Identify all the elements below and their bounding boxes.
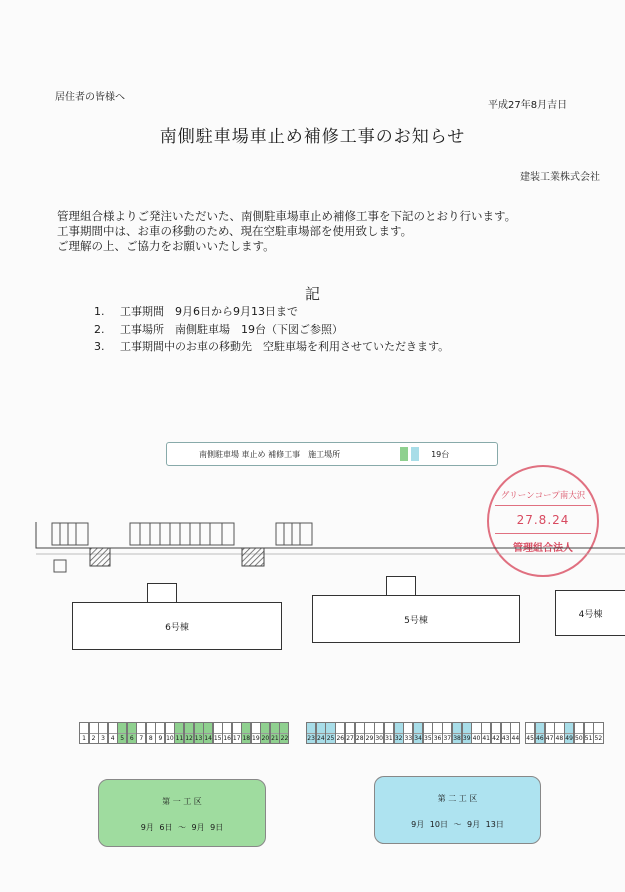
parking-slot-45 [525, 722, 535, 744]
slot-number: 40 [472, 735, 481, 742]
slot-number: 17 [232, 735, 241, 742]
slot-number: 35 [424, 735, 432, 742]
slot-number: 47 [545, 735, 554, 742]
slot-number: 14 [204, 735, 212, 742]
slot-number: 27 [346, 735, 354, 742]
parking-slot-30 [374, 722, 384, 744]
stamp-org: 管理組合法人 [513, 543, 573, 554]
slot-number: 25 [326, 735, 335, 742]
parking-slot-33 [403, 722, 413, 744]
parking-slot-32 [394, 722, 404, 744]
item-number: 2. [94, 323, 105, 336]
slot-number: 50 [575, 735, 583, 742]
body-line-3: ご理解の上、ご協力をお願いいたします。 [57, 239, 275, 253]
slot-number: 24 [317, 735, 325, 742]
building-4 [555, 590, 625, 636]
parking-slot-38 [452, 722, 462, 744]
page-title: 南側駐車場車止め補修工事のお知らせ [159, 127, 466, 147]
slot-number: 18 [242, 735, 251, 742]
slot-number: 31 [385, 735, 393, 742]
slot-number: 30 [375, 735, 383, 742]
slot-number: 12 [185, 735, 193, 742]
slot-number: 2 [91, 735, 96, 742]
body-line-1: 管理組合様よりご発注いただいた、南側駐車場車止め補修工事を下記のとおり行います。 [57, 209, 517, 223]
parking-slot-43 [501, 722, 511, 744]
notice-date: 平成27年8月吉日 [488, 100, 568, 111]
slot-number: 7 [139, 735, 144, 742]
parking-slot-36 [432, 722, 442, 744]
parking-slot-52 [593, 722, 603, 744]
parking-slot-1 [79, 722, 89, 744]
parking-slot-27 [345, 722, 355, 744]
parking-slot-10 [165, 722, 175, 744]
slot-number: 1 [82, 735, 86, 742]
slot-number: 44 [511, 735, 520, 742]
recipient-line: 居住者の皆様へ [55, 92, 125, 103]
building-label: 4号棟 [578, 609, 603, 620]
slot-number: 26 [336, 735, 345, 742]
slot-number: 21 [271, 735, 279, 742]
parking-slot-49 [564, 722, 574, 744]
slot-number: 9 [158, 735, 163, 742]
parking-slot-19 [251, 722, 261, 744]
parking-slot-23 [306, 722, 316, 744]
slot-number: 15 [213, 735, 222, 742]
slot-number: 36 [433, 735, 442, 742]
period-title: 第 二 工 区 [437, 794, 478, 803]
slot-number: 38 [453, 735, 461, 742]
parking-slot-4 [108, 722, 118, 744]
parking-slot-39 [462, 722, 472, 744]
slot-number: 10 [166, 735, 174, 742]
building-label: 6号棟 [165, 622, 189, 633]
parking-slot-34 [413, 722, 423, 744]
period-2-box [374, 776, 541, 844]
slot-number: 22 [280, 735, 289, 742]
parking-slot-42 [491, 722, 501, 744]
building-5-entrance [386, 576, 416, 596]
slot-number: 48 [555, 735, 564, 742]
parking-slot-12 [184, 722, 194, 744]
slot-number: 49 [565, 735, 573, 742]
parking-slot-17 [232, 722, 242, 744]
building-6 [72, 602, 282, 650]
slot-number: 46 [536, 735, 544, 742]
parking-slot-13 [194, 722, 204, 744]
period-date: 9月 10日 〜 9月 13日 [411, 820, 504, 829]
slot-number: 34 [414, 735, 422, 742]
slot-number: 5 [120, 735, 125, 742]
parking-slot-6 [127, 722, 137, 744]
parking-slot-41 [481, 722, 491, 744]
period-date: 9月 6日 〜 9月 9日 [140, 823, 224, 832]
period-1-box [98, 779, 266, 847]
parking-slot-21 [270, 722, 280, 744]
ki-heading: 記 [304, 285, 320, 303]
item-text: 工事場所 南側駐車場 19台（下図ご参照） [120, 323, 343, 336]
slot-number: 23 [307, 735, 315, 742]
body-line-2: 工事期間中は、お車の移動のため、現在空駐車場部を使用致します。 [57, 224, 413, 238]
building-label: 5号棟 [404, 615, 428, 626]
parking-slot-2 [89, 722, 99, 744]
slot-number: 16 [223, 735, 231, 742]
slot-number: 19 [252, 735, 260, 742]
slot-number: 51 [584, 735, 593, 742]
slot-number: 3 [101, 735, 105, 742]
parking-slot-48 [554, 722, 564, 744]
item-text: 工事期間 9月6日から9月13日まで [120, 305, 298, 318]
slot-number: 37 [443, 735, 452, 742]
parking-slot-8 [146, 722, 156, 744]
company-name: 建装工業株式会社 [520, 172, 600, 183]
parking-slot-15 [213, 722, 223, 744]
parking-slot-46 [535, 722, 545, 744]
parking-slot-5 [117, 722, 127, 744]
slot-number: 32 [394, 735, 403, 742]
building-5 [312, 595, 520, 643]
parking-slot-47 [545, 722, 555, 744]
slot-number: 11 [175, 735, 184, 742]
slot-number: 43 [501, 735, 510, 742]
legend-count: 19台 [431, 449, 450, 459]
parking-slot-51 [584, 722, 594, 744]
parking-slot-16 [222, 722, 232, 744]
stamp-date: 27.8.24 [516, 513, 570, 527]
parking-slot-35 [423, 722, 433, 744]
slot-number: 39 [462, 735, 471, 742]
parking-slot-24 [316, 722, 326, 744]
parking-slot-50 [574, 722, 584, 744]
legend-text: 南側駐車場 車止め 補修工事 施工場所 [199, 449, 341, 459]
parking-slot-14 [203, 722, 213, 744]
parking-slot-29 [364, 722, 374, 744]
parking-slot-11 [174, 722, 184, 744]
item-number: 1. [94, 305, 105, 318]
item-text: 工事期間中のお車の移動先 空駐車場を利用させていただきます。 [120, 340, 450, 353]
slot-number: 45 [526, 735, 534, 742]
parking-slot-3 [98, 722, 108, 744]
slot-number: 6 [129, 735, 134, 742]
parking-slot-37 [442, 722, 452, 744]
slot-number: 4 [110, 735, 115, 742]
slot-number: 33 [404, 735, 413, 742]
slot-number: 20 [261, 735, 270, 742]
slot-number: 42 [492, 735, 500, 742]
parking-slot-28 [355, 722, 365, 744]
slot-number: 13 [194, 735, 203, 742]
slot-number: 28 [355, 735, 364, 742]
period-title: 第 一 工 区 [162, 797, 202, 806]
slot-number: 41 [482, 735, 490, 742]
stamp-name: グリーンコープ南大沢 [500, 491, 586, 501]
slot-number: 29 [365, 735, 374, 742]
parking-slot-9 [155, 722, 165, 744]
slot-number: 8 [148, 735, 153, 742]
parking-slot-44 [510, 722, 520, 744]
parking-slot-22 [279, 722, 289, 744]
parking-slot-18 [241, 722, 251, 744]
parking-slot-20 [260, 722, 270, 744]
building-6-entrance [147, 583, 177, 603]
parking-slot-7 [136, 722, 146, 744]
parking-slot-40 [471, 722, 481, 744]
item-number: 3. [94, 340, 105, 353]
slot-number: 52 [594, 735, 603, 742]
parking-slot-25 [325, 722, 335, 744]
parking-slot-26 [335, 722, 345, 744]
parking-slot-31 [384, 722, 394, 744]
